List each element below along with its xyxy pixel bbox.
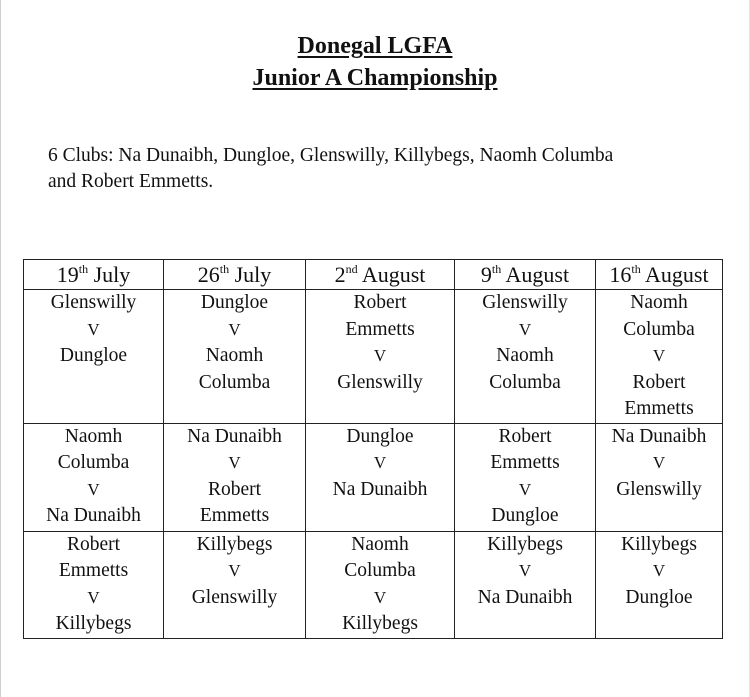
home-team: Glenswilly xyxy=(482,292,568,313)
date-suffix: th xyxy=(219,262,230,276)
date-month: July xyxy=(234,262,272,287)
fixture-cell xyxy=(24,423,164,531)
fixture-cell xyxy=(455,423,596,531)
date-day: 19 xyxy=(56,262,79,287)
away-team: Emmetts xyxy=(624,398,694,419)
fixture-cell xyxy=(455,531,596,638)
date-month: August xyxy=(645,262,709,287)
versus-label: V xyxy=(518,561,532,580)
fixture-cell xyxy=(455,290,596,424)
away-team: Naomh xyxy=(205,345,264,366)
home-team: Robert xyxy=(498,425,552,447)
versus-label: V xyxy=(518,319,532,339)
home-team: Na Dunaibh xyxy=(187,425,282,447)
fixture-cell xyxy=(164,290,306,424)
versus-label: V xyxy=(228,453,241,472)
date-day: 2 xyxy=(334,262,346,287)
versus-label: V xyxy=(652,453,666,472)
fixtures-header-row xyxy=(24,260,723,290)
versus-label: V xyxy=(518,479,532,499)
away-team: Naomh xyxy=(496,345,554,366)
away-team: Columba xyxy=(198,371,271,393)
date-day: 9 xyxy=(480,262,492,287)
clubs-line-1: 6 Clubs: Na Dunaibh, Dungloe, Glenswilly, Killybegs, Naomh Columba xyxy=(48,145,614,166)
fixture-cell xyxy=(306,531,455,638)
home-team: Emmetts xyxy=(58,560,129,581)
date-suffix: th xyxy=(78,262,89,276)
fixture-cell xyxy=(596,423,723,531)
away-team: Na Dunaibh xyxy=(332,478,428,500)
versus-label: V xyxy=(87,587,100,607)
away-team: Na Dunaibh xyxy=(46,505,141,526)
home-team: Dungloe xyxy=(200,292,269,313)
clubs-line-2: and Robert Emmetts. xyxy=(48,171,214,192)
versus-label: V xyxy=(228,319,241,339)
fixture-cell xyxy=(596,531,723,638)
away-team: Dungloe xyxy=(59,345,128,366)
title-line-2 xyxy=(0,62,750,94)
fixture-cell xyxy=(596,290,723,424)
away-team: Robert xyxy=(207,478,262,500)
home-team: Columba xyxy=(623,318,695,340)
home-team: Naomh xyxy=(351,533,409,555)
fixture-cell xyxy=(164,423,306,531)
date-day: 26 xyxy=(197,262,220,287)
versus-label: V xyxy=(652,346,666,365)
fixtures-row xyxy=(24,290,723,424)
date-header-2 xyxy=(164,260,306,290)
home-team: Glenswilly xyxy=(50,292,137,313)
clubs-paragraph xyxy=(48,143,718,195)
fixture-cell xyxy=(306,423,455,531)
home-team: Columba xyxy=(344,560,416,581)
versus-label: V xyxy=(87,319,100,339)
home-team: Killybegs xyxy=(196,533,273,555)
home-team: Emmetts xyxy=(345,318,415,340)
fixtures-table xyxy=(23,259,723,639)
away-team: Columba xyxy=(489,371,561,393)
fixtures-row xyxy=(24,531,723,638)
date-header-3 xyxy=(306,260,455,290)
date-day: 16 xyxy=(609,262,632,287)
fixture-cell xyxy=(24,531,164,638)
home-team: Killybegs xyxy=(621,533,697,555)
home-team: Robert xyxy=(66,533,121,555)
versus-label: V xyxy=(373,587,387,607)
document-title xyxy=(0,30,750,94)
versus-label: V xyxy=(373,346,387,365)
date-header-1 xyxy=(24,260,164,290)
away-team: Emmetts xyxy=(199,505,270,526)
date-header-5 xyxy=(596,260,723,290)
away-team: Robert xyxy=(632,371,686,393)
away-team: Glenswilly xyxy=(616,478,702,500)
fixture-cell xyxy=(164,531,306,638)
versus-label: V xyxy=(87,479,100,499)
date-month: August xyxy=(505,262,570,287)
home-team: Columba xyxy=(57,452,130,473)
fixtures-row xyxy=(24,423,723,531)
home-team: Killybegs xyxy=(487,533,563,555)
away-team: Na Dunaibh xyxy=(477,586,573,608)
home-team: Naomh xyxy=(630,292,688,313)
title-organisation: Donegal LGFA xyxy=(297,33,453,59)
date-suffix: th xyxy=(491,262,502,276)
away-team: Dungloe xyxy=(625,586,693,608)
date-month: July xyxy=(93,262,131,287)
away-team: Glenswilly xyxy=(191,586,278,608)
title-line-1 xyxy=(0,30,750,62)
title-competition: Junior A Championship xyxy=(252,65,498,91)
date-header-4 xyxy=(455,260,596,290)
away-team: Killybegs xyxy=(342,613,418,634)
home-team: Robert xyxy=(353,292,407,313)
home-team: Dungloe xyxy=(346,425,414,447)
away-team: Dungloe xyxy=(491,505,559,526)
versus-label: V xyxy=(652,561,666,580)
fixture-cell xyxy=(306,290,455,424)
home-team: Emmetts xyxy=(490,452,560,473)
date-suffix: th xyxy=(631,262,641,276)
away-team: Killybegs xyxy=(55,613,132,634)
home-team: Na Dunaibh xyxy=(611,425,707,447)
versus-label: V xyxy=(228,561,241,580)
page-left-edge xyxy=(0,0,1,697)
home-team: Naomh xyxy=(64,425,123,447)
versus-label: V xyxy=(373,453,387,472)
fixture-cell xyxy=(24,290,164,424)
away-team: Glenswilly xyxy=(337,371,423,393)
date-suffix: nd xyxy=(345,262,358,276)
date-month: August xyxy=(361,262,426,287)
